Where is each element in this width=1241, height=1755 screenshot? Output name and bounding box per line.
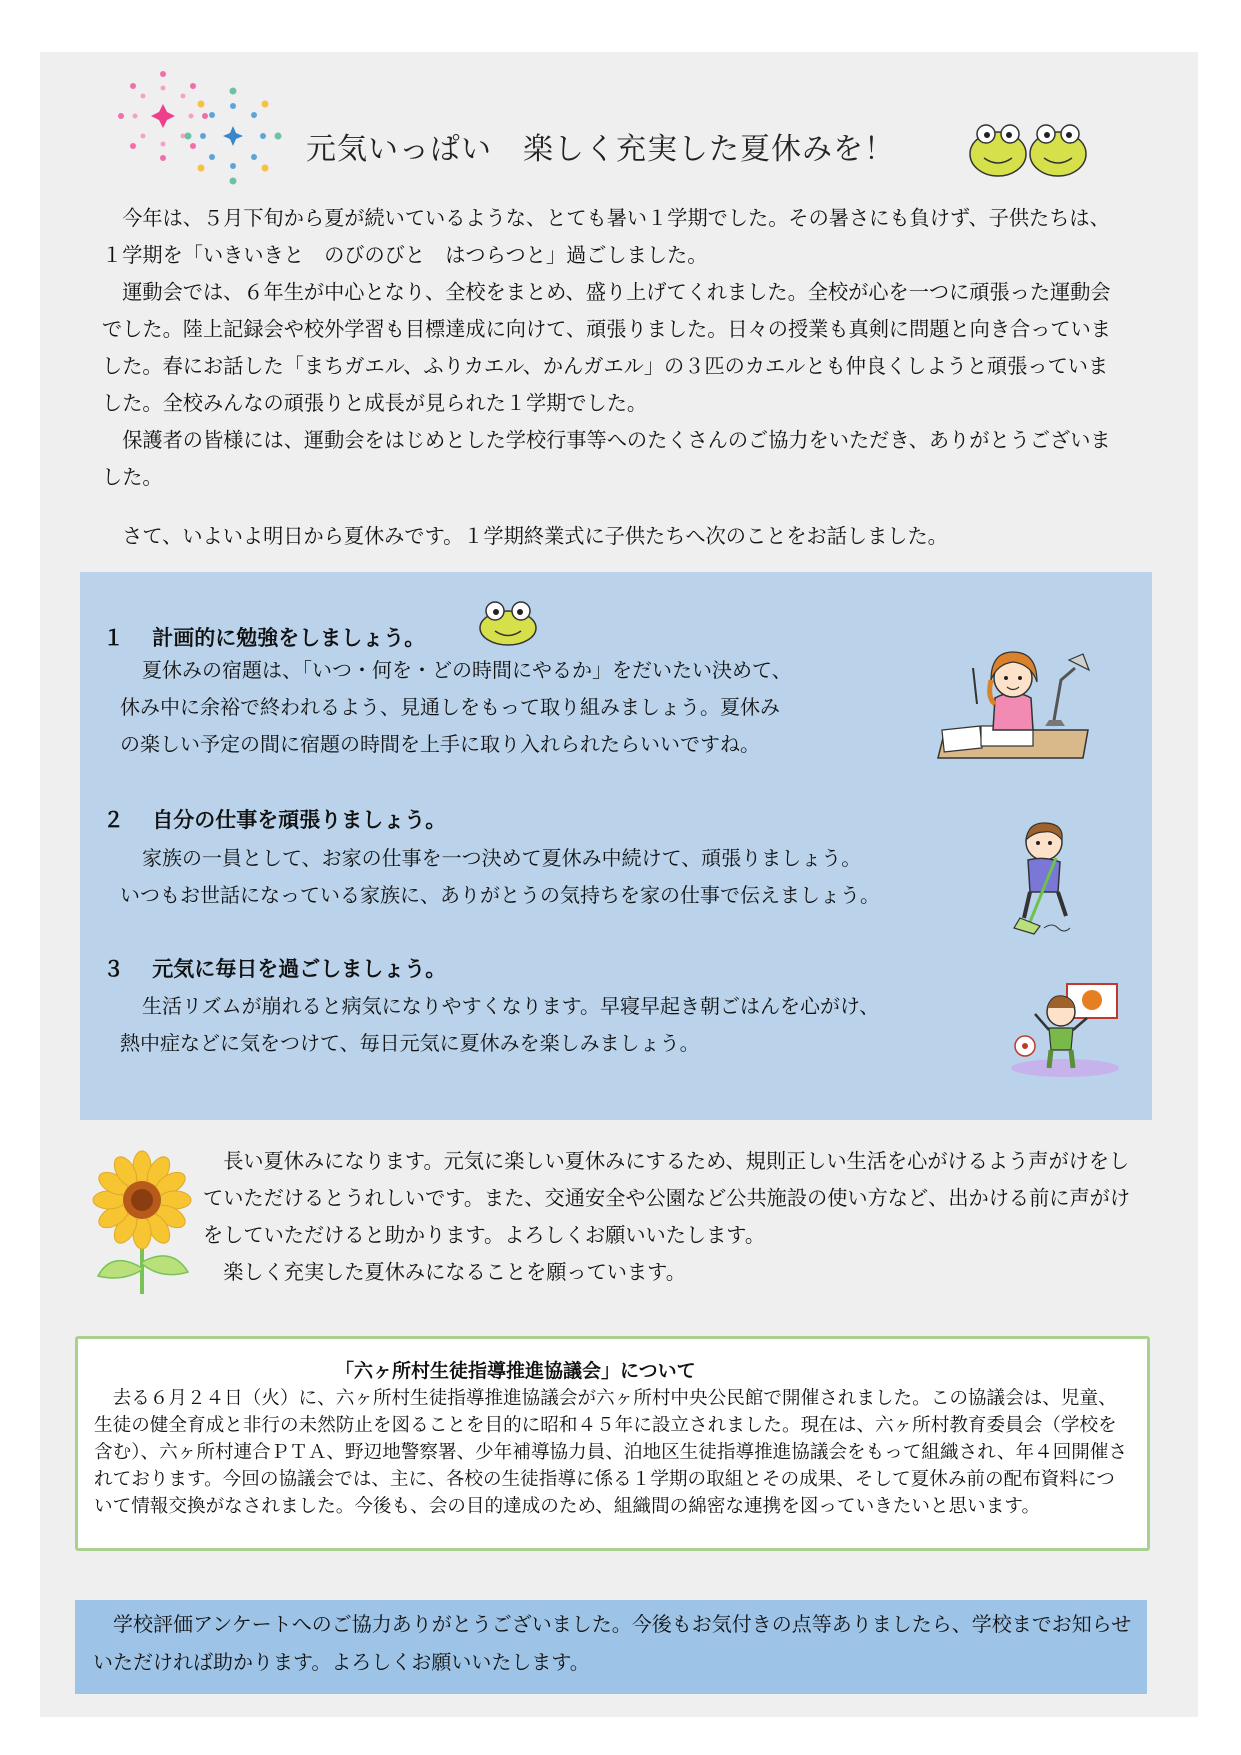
item-1-line-1: 夏休みの宿題は、「いつ・何を・どの時間にやるか」をだいたい決めて、 [142,658,792,682]
item-2-heading: ２ 自分の仕事を頑張りましょう。 [103,808,447,832]
item-1-heading: １ 計画的に勉強をしましょう。 [103,626,426,650]
council-notice-body: 去る６月２４日（火）に、六ヶ所村生徒指導推進協議会が六ヶ所村中央公民館で開催されました。この協議会は、児童、生徒の健全育成と非行の未然防止を図ることを目的に昭和４５年に設立されました。現在は、六ヶ所村教育委員会（学校を含む）、六ヶ所村連合ＰＴＡ、野辺地警察署、少年補導協力員、泊地区生徒指導推進協議会をもって組織され、年４回開催されております。今回の協議会では、主に、各校の生徒指導に係る１学期の取組とその成果、そして夏休み前の配布資料について情報交換がなされました。今後も、会の目的達成のため、組織間の綿密な連携を図っていきたいと思います。 [94,1388,1128,1517]
intro-paragraph-2: 運動会では、６年生が中心となり、全校をまとめ、盛り上げてくれました。全校が心を一つに頑張った運動会でした。陸上記録会や校外学習も目標達成に向けて、頑張りました。日々の授業も真剣に問題と向き合っていました。春にお話した「まちガエル、ふりカエル、かんガエル」の３匹のカエルとも仲良くしようと頑張っていました。全校みんなの頑張りと成長が見られた１学期でした。 [102,280,1111,415]
energetic-boy-illustration [1003,978,1121,1078]
fireworks-illustration [115,66,295,196]
item-3-heading: ３ 元気に毎日を過ごしましょう。 [103,957,447,981]
closing-paragraph-1: 長い夏休みになります。元気に楽しい夏休みにするため、規則正しい生活を心がけるよう声がけをしていただけるとうれしいです。また、交通安全や公園など公共施設の使い方など、出かける前に声がけをしていただけると助かります。よろしくお願いいたします。 [203,1149,1131,1247]
frog-pair-illustration [966,120,1092,180]
girl-studying-illustration [933,640,1093,765]
item-1-line-3: の楽しい予定の間に宿題の時間を上手に取り入れられたらいいですね。 [120,732,760,756]
intro-paragraph-3: 保護者の皆様には、運動会をはじめとした学校行事等へのたくさんのご協力をいただき、ありがとうございました。 [102,428,1111,489]
intro-paragraph-1: 今年は、５月下旬から夏が続いているような、とても暑い１学期でした。その暑さにも負けず、子供たちは、１学期を「いきいきと のびのびと はつらつと」過ごしました。 [102,206,1110,267]
item-2-line-1: 家族の一員として、お家の仕事を一つ決めて夏休み中続けて、頑張りましょう。 [142,846,862,870]
intro-section [102,200,1122,555]
item-3-line-1: 生活リズムが崩れると病気になりやすくなります。早寝早起き朝ごはんを心がけ、 [142,994,880,1018]
item-2-line-2: いつもお世話になっている家族に、ありがとうの気持ちを家の仕事で伝えましょう。 [120,883,880,907]
sunflower-illustration [92,1150,192,1296]
boy-sweeping-illustration [1000,818,1090,936]
page-title: 元気いっぱい 楽しく充実した夏休みを！ [306,132,895,167]
intro-paragraph-4: さて、いよいよ明日から夏休みです。１学期終業式に子供たちへ次のことをお話しました。 [122,524,948,548]
item-1-line-2: 休み中に余裕で終われるよう、見通しをもって取り組みましょう。夏休み [120,695,780,719]
frog-illustration [477,600,539,646]
closing-paragraph-2: 楽しく充実した夏休みになることを願っています。 [223,1260,686,1284]
council-notice-title: 「六ヶ所村生徒指導推進協議会」について [335,1360,696,1382]
item-3-line-2: 熱中症などに気をつけて、毎日元気に夏休みを楽しみましょう。 [120,1031,700,1055]
survey-thanks-text: 学校評価アンケートへのご協力ありがとうございました。今後もお気付きの点等ありましたら、学校までお知らせいただければ助かります。よろしくお願いいたします。 [93,1612,1132,1674]
closing-section [203,1143,1133,1291]
